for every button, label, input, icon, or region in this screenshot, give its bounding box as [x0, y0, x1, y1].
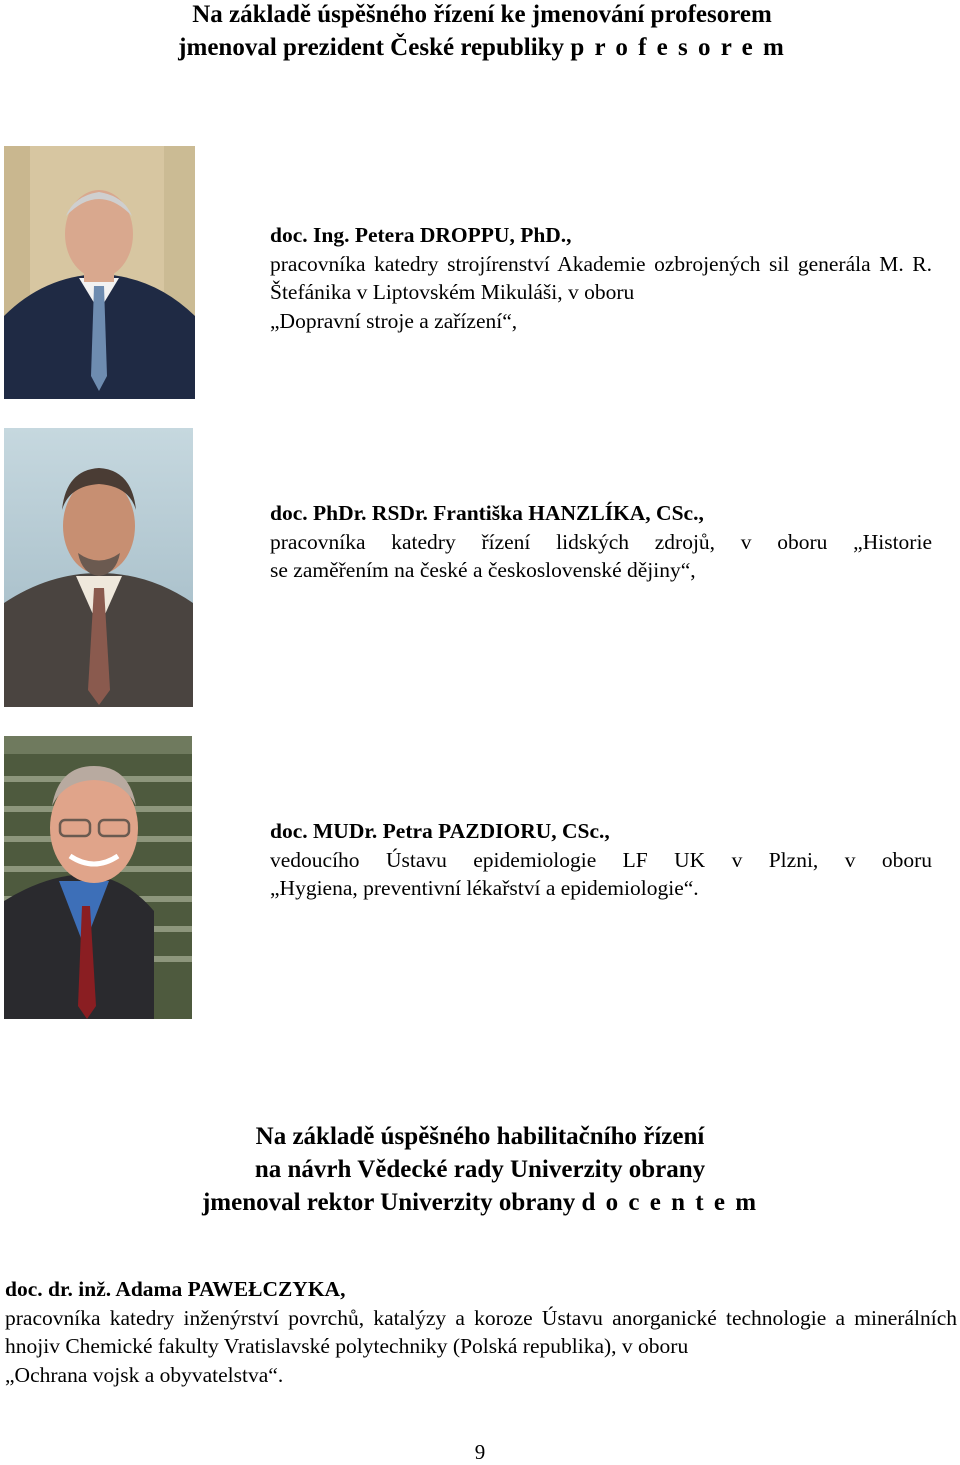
- candidate-description: vedoucího Ústavu epidemiologie LF UK v Plzni, v oboru: [270, 847, 932, 872]
- docent-entry-pawelczyk: [5, 1275, 957, 1389]
- candidate-field: „Hygiena, preventivní lékařství a epidemiologie“.: [270, 876, 699, 900]
- professor-section-heading: [2, 0, 960, 64]
- heading-line: jmenoval prezident České republiky p r o f e s o r e m: [178, 34, 786, 61]
- candidate-field: se zaměřením na české a československé dějiny“,: [270, 558, 696, 582]
- page-number: 9: [474, 1440, 486, 1464]
- candidate-name: doc. dr. inž. Adama PAWEŁCZYKA,: [5, 1277, 346, 1301]
- professor-entry-pazdiora: [270, 817, 932, 903]
- portrait-photo-droppa: [4, 146, 195, 399]
- heading-line: jmenoval rektor Univerzity obrany d o c e n t e m: [201, 1189, 759, 1216]
- heading-line: Na základě úspěšného habilitačního řízení: [255, 1123, 705, 1150]
- docent-section-heading: [0, 1120, 960, 1219]
- candidate-description: pracovníka katedry řízení lidských zdrojů, v oboru „Historie: [270, 529, 932, 554]
- candidate-name: doc. PhDr. RSDr. Františka HANZLÍKA, CSc.,: [270, 501, 704, 525]
- professor-entry-hanzlik: [270, 499, 932, 585]
- candidate-name: doc. Ing. Petera DROPPU, PhD.,: [270, 223, 572, 247]
- portrait-photo-pazdiora: [4, 736, 192, 1019]
- heading-line: na návrh Vědecké rady Univerzity obrany: [254, 1156, 706, 1183]
- heading-emphasis: d o c e n t e m: [581, 1189, 759, 1216]
- heading-emphasis: p r o f e s o r e m: [570, 34, 786, 61]
- professor-entry-droppa: [270, 221, 932, 335]
- portrait-photo-hanzlik: [4, 428, 193, 707]
- candidate-description: pracovníka katedry strojírenství Akademie ozbrojených sil generála M. R. Štefánika v Liptovském Mikuláši, v oboru: [270, 251, 932, 304]
- heading-line: Na základě úspěšného řízení ke jmenování profesorem: [192, 1, 772, 28]
- candidate-name: doc. MUDr. Petra PAZDIORU, CSc.,: [270, 819, 610, 843]
- candidate-description: pracovníka katedry inženýrství povrchů, katalýzy a koroze Ústavu anorganické technologie a minerálních hnojiv Chemické fakulty Vratislavské polytechniky (Polská republika), v oboru: [5, 1305, 957, 1358]
- candidate-field: „Dopravní stroje a zařízení“,: [270, 308, 518, 333]
- candidate-field: „Ochrana vojsk a obyvatelstva“.: [5, 1362, 284, 1387]
